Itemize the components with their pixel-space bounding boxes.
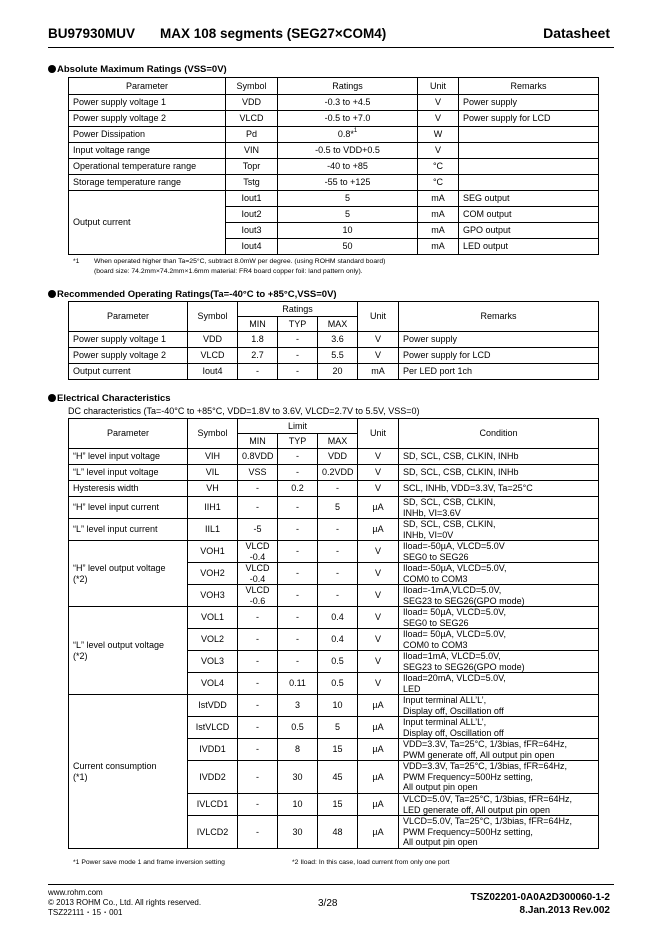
cell-min: -: [238, 816, 278, 849]
bullet-icon: [48, 394, 56, 402]
table-row: [69, 175, 599, 191]
cell-min: -: [238, 629, 278, 651]
cell-condition: VDD=3.3V, Ta=25°C, 1/3bias, fFR=64Hz, PWM Frequency=500Hz setting, All output pin open: [399, 761, 599, 794]
cell-condition: SD, SCL, CSB, CLKIN, INHb: [399, 465, 599, 481]
cell-rating: 5: [278, 191, 418, 207]
cell-symbol: VOH1: [188, 541, 238, 563]
cell-param: “L” level output voltage (*2): [69, 607, 188, 695]
cell-condition: SD, SCL, CSB, CLKIN, INHb, VI=3.6V: [399, 497, 599, 519]
header-rule: [48, 47, 614, 48]
amr-table: [68, 77, 599, 255]
cell-remarks: Per LED port 1ch: [399, 364, 599, 380]
ec-note2: *2 Iload: In this case, load current from only one port: [292, 859, 450, 866]
cell-unit: V: [358, 673, 399, 695]
cell-typ: -: [278, 651, 318, 673]
cell-symbol: IVLCD1: [188, 794, 238, 816]
cell-unit: W: [418, 127, 459, 143]
cell-unit: V: [358, 563, 399, 585]
bullet-icon: [48, 65, 56, 73]
cell-condition: Iload=-1mA,VLCD=5.0V, SEG23 to SEG26(GPO mode): [399, 585, 599, 607]
cell-condition: Iload=1mA, VLCD=5.0V, SEG23 to SEG26(GPO mode): [399, 651, 599, 673]
cell-symbol: Iout3: [226, 223, 278, 239]
table-row: [69, 191, 599, 207]
cell-unit: V: [358, 332, 399, 348]
cell-max: 15: [318, 739, 358, 761]
cell-remarks: GPO output: [459, 223, 599, 239]
table-row: [69, 127, 599, 143]
cell-remarks: [459, 175, 599, 191]
cell-max: VDD: [318, 449, 358, 465]
cell-remarks: Power supply for LCD: [399, 348, 599, 364]
cell-condition: Iload= 50µA, VLCD=5.0V, SEG0 to SEG26: [399, 607, 599, 629]
cell-max: 0.2VDD: [318, 465, 358, 481]
cell-condition: Iload= 50µA, VLCD=5.0V, COM0 to COM3: [399, 629, 599, 651]
cell-min: -5: [238, 519, 278, 541]
cell-unit: V: [418, 143, 459, 159]
footer-copyright: © 2013 ROHM Co., Ltd. All rights reserved.: [48, 898, 202, 907]
cell-min: -: [238, 651, 278, 673]
col-header: Symbol: [188, 302, 238, 332]
cell-max: -: [318, 519, 358, 541]
amr-note-line2: (board size: 74.2mm×74.2mm×1.6mm material: FR4 board copper foil: land pattern only).: [94, 268, 363, 275]
cell-symbol: Iout4: [226, 239, 278, 255]
table-header-row: [69, 419, 599, 434]
cell-symbol: IstVDD: [188, 695, 238, 717]
cell-symbol: VIL: [188, 465, 238, 481]
cell-typ: -: [278, 348, 318, 364]
cell-unit: V: [358, 541, 399, 563]
cell-unit: µA: [358, 761, 399, 794]
cell-typ: -: [278, 332, 318, 348]
cell-typ: -: [278, 607, 318, 629]
doc-number: TSZ02201-0A0A2D300060-1-2: [470, 892, 610, 903]
cell-min: -: [238, 497, 278, 519]
cell-unit: V: [358, 651, 399, 673]
col-header: Unit: [358, 302, 399, 332]
cell-rating: -55 to +125: [278, 175, 418, 191]
cell-max: 5: [318, 717, 358, 739]
ror-title: Recommended Operating Ratings(Ta=-40°C to +85°C,VSS=0V): [57, 289, 337, 300]
col-header: Limit: [238, 419, 358, 434]
cell-min: 2.7: [238, 348, 278, 364]
cell-rating: 50: [278, 239, 418, 255]
col-header: Ratings: [278, 78, 418, 95]
cell-typ: -: [278, 465, 318, 481]
cell-max: 0.4: [318, 607, 358, 629]
cell-symbol: VOH3: [188, 585, 238, 607]
table-row: [69, 695, 599, 717]
cell-param: Operational temperature range: [69, 159, 226, 175]
cell-symbol: Tstg: [226, 175, 278, 191]
cell-typ: 8: [278, 739, 318, 761]
cell-symbol: IIL1: [188, 519, 238, 541]
part-number: BU97930MUV: [48, 26, 136, 41]
cell-symbol: Pd: [226, 127, 278, 143]
amr-note-mark: *1: [73, 258, 80, 265]
col-header: TYP: [278, 317, 318, 332]
table-row: [69, 449, 599, 465]
table-row: [69, 111, 599, 127]
table-header-row: [69, 78, 599, 95]
col-header: Unit: [418, 78, 459, 95]
cell-min: VLCD -0.4: [238, 563, 278, 585]
amr-title: Absolute Maximum Ratings (VSS=0V): [57, 64, 227, 75]
table-row: [69, 95, 599, 111]
cell-symbol: VOH2: [188, 563, 238, 585]
cell-typ: -: [278, 541, 318, 563]
cell-typ: -: [278, 497, 318, 519]
cell-param: Output current: [69, 191, 226, 255]
cell-max: -: [318, 585, 358, 607]
footer-rule: [48, 884, 614, 885]
cell-symbol: VIH: [188, 449, 238, 465]
cell-condition: Iload=-50µA, VLCD=5.0V SEG0 to SEG26: [399, 541, 599, 563]
doc-type-label: Datasheet: [543, 25, 610, 41]
table-row: [69, 497, 599, 519]
table-row: [69, 364, 599, 380]
cell-symbol: VH: [188, 481, 238, 497]
cell-condition: Iload=-50µA, VLCD=5.0V, COM0 to COM3: [399, 563, 599, 585]
ec-note1: *1 Power save mode 1 and frame inversion setting: [73, 859, 225, 866]
cell-typ: 0.5: [278, 717, 318, 739]
col-header: MAX: [318, 434, 358, 449]
bullet-icon: [48, 290, 56, 298]
cell-typ: -: [278, 449, 318, 465]
cell-max: 3.6: [318, 332, 358, 348]
cell-unit: V: [358, 607, 399, 629]
cell-param: “L” level input current: [69, 519, 188, 541]
cell-symbol: Topr: [226, 159, 278, 175]
cell-typ: 30: [278, 816, 318, 849]
cell-max: 48: [318, 816, 358, 849]
cell-unit: V: [418, 111, 459, 127]
cell-rating: [278, 127, 418, 143]
cell-symbol: VDD: [188, 332, 238, 348]
table-row: [69, 519, 599, 541]
cell-max: 5: [318, 497, 358, 519]
cell-unit: °C: [418, 175, 459, 191]
footer-site-link[interactable]: www.rohm.com: [48, 888, 103, 897]
cell-param: “H” level output voltage (*2): [69, 541, 188, 607]
col-header: MAX: [318, 317, 358, 332]
cell-unit: V: [358, 449, 399, 465]
table-row: [69, 143, 599, 159]
cell-condition: SCL, INHb, VDD=3.3V, Ta=25°C: [399, 481, 599, 497]
col-header: Remarks: [399, 302, 599, 332]
cell-min: VLCD -0.6: [238, 585, 278, 607]
cell-remarks: Power supply for LCD: [459, 111, 599, 127]
cell-param: Power Dissipation: [69, 127, 226, 143]
col-header: Condition: [399, 419, 599, 449]
cell-remarks: [459, 127, 599, 143]
cell-min: -: [238, 739, 278, 761]
table-row: [69, 348, 599, 364]
page-number: 3/28: [318, 898, 338, 909]
col-header: Symbol: [226, 78, 278, 95]
ec-table: [68, 418, 599, 849]
cell-rating: 5: [278, 207, 418, 223]
cell-param: Power supply voltage 2: [69, 111, 226, 127]
cell-rating: -40 to +85: [278, 159, 418, 175]
cell-remarks: [459, 143, 599, 159]
cell-condition: SD, SCL, CSB, CLKIN, INHb: [399, 449, 599, 465]
footer-code: TSZ22111・15・001: [48, 908, 123, 917]
cell-max: -: [318, 541, 358, 563]
cell-typ: -: [278, 364, 318, 380]
cell-param: Storage temperature range: [69, 175, 226, 191]
cell-symbol: IstVLCD: [188, 717, 238, 739]
revision-date: 8.Jan.2013 Rev.002: [519, 905, 610, 916]
cell-max: 45: [318, 761, 358, 794]
table-row: [69, 159, 599, 175]
cell-remarks: Power supply: [459, 95, 599, 111]
cell-max: 15: [318, 794, 358, 816]
cell-symbol: Iout1: [226, 191, 278, 207]
cell-symbol: Iout4: [188, 364, 238, 380]
cell-min: -: [238, 695, 278, 717]
cell-condition: VDD=3.3V, Ta=25°C, 1/3bias, fFR=64Hz, PWM generate off, All output pin open: [399, 739, 599, 761]
cell-symbol: VLCD: [226, 111, 278, 127]
col-header: Ratings: [238, 302, 358, 317]
cell-unit: V: [358, 348, 399, 364]
cell-max: 5.5: [318, 348, 358, 364]
cell-typ: -: [278, 519, 318, 541]
cell-unit: V: [418, 95, 459, 111]
cell-max: 20: [318, 364, 358, 380]
ec-title: Electrical Characteristics: [57, 393, 171, 404]
cell-symbol: VLCD: [188, 348, 238, 364]
col-header: TYP: [278, 434, 318, 449]
cell-min: -: [238, 364, 278, 380]
cell-rating: -0.5 to VDD+0.5: [278, 143, 418, 159]
cell-symbol: VOL4: [188, 673, 238, 695]
cell-remarks: SEG output: [459, 191, 599, 207]
footer-right: [470, 891, 610, 917]
table-row: [69, 332, 599, 348]
cell-condition: Input terminal ALL’L’, Display off, Oscillation off: [399, 695, 599, 717]
cell-param: Power supply voltage 1: [69, 332, 188, 348]
cell-symbol: VOL1: [188, 607, 238, 629]
cell-min: -: [238, 761, 278, 794]
amr-heading: [48, 64, 227, 75]
cell-typ: 0.2: [278, 481, 318, 497]
ror-table: [68, 301, 599, 380]
cell-remarks: COM output: [459, 207, 599, 223]
cell-min: -: [238, 673, 278, 695]
cell-param: Output current: [69, 364, 188, 380]
cell-unit: µA: [358, 816, 399, 849]
cell-unit: µA: [358, 695, 399, 717]
cell-unit: V: [358, 465, 399, 481]
cell-unit: mA: [418, 207, 459, 223]
cell-symbol: IVDD1: [188, 739, 238, 761]
cell-typ: 30: [278, 761, 318, 794]
col-header: Parameter: [69, 302, 188, 332]
cell-symbol: Iout2: [226, 207, 278, 223]
table-row: [69, 607, 599, 629]
cell-min: -: [238, 717, 278, 739]
cell-unit: V: [358, 481, 399, 497]
document-title: MAX 108 segments (SEG27×COM4): [160, 26, 387, 41]
cell-typ: 0.11: [278, 673, 318, 695]
footnote-ref: 1: [353, 128, 358, 135]
rating-value: 0.8*: [337, 129, 354, 140]
cell-rating: -0.3 to +4.5: [278, 95, 418, 111]
cell-condition: Iload=20mA, VLCD=5.0V, LED: [399, 673, 599, 695]
cell-min: -: [238, 481, 278, 497]
cell-unit: µA: [358, 794, 399, 816]
cell-max: -: [318, 481, 358, 497]
cell-min: -: [238, 794, 278, 816]
cell-typ: -: [278, 563, 318, 585]
cell-max: 10: [318, 695, 358, 717]
amr-note-line1: When operated higher than Ta=25°C, subtract 8.0mW per degree. (using ROHM standard board): [94, 258, 386, 265]
cell-symbol: VOL2: [188, 629, 238, 651]
col-header: Unit: [358, 419, 399, 449]
cell-symbol: IVLCD2: [188, 816, 238, 849]
col-header: Parameter: [69, 419, 188, 449]
cell-typ: -: [278, 585, 318, 607]
col-header: Symbol: [188, 419, 238, 449]
cell-max: 0.5: [318, 651, 358, 673]
cell-max: 0.5: [318, 673, 358, 695]
cell-typ: 3: [278, 695, 318, 717]
cell-param: “H” level input voltage: [69, 449, 188, 465]
ec-subtitle: DC characteristics (Ta=-40°C to +85°C, VDD=1.8V to 3.6V, VLCD=2.7V to 5.5V, VSS=0): [68, 406, 420, 416]
cell-symbol: IIH1: [188, 497, 238, 519]
ec-heading: [48, 393, 171, 404]
cell-condition: SD, SCL, CSB, CLKIN, INHb, VI=0V: [399, 519, 599, 541]
cell-param: Input voltage range: [69, 143, 226, 159]
cell-min: 0.8VDD: [238, 449, 278, 465]
cell-symbol: IVDD2: [188, 761, 238, 794]
cell-unit: V: [358, 585, 399, 607]
cell-condition: VLCD=5.0V, Ta=25°C, 1/3bias, fFR=64Hz, LED generate off, All output pin open: [399, 794, 599, 816]
cell-unit: mA: [418, 223, 459, 239]
cell-unit: µA: [358, 739, 399, 761]
cell-condition: VLCD=5.0V, Ta=25°C, 1/3bias, fFR=64Hz, PWM Frequency=500Hz setting, All output pin open: [399, 816, 599, 849]
col-header: MIN: [238, 434, 278, 449]
cell-unit: mA: [418, 239, 459, 255]
cell-unit: µA: [358, 519, 399, 541]
footer-left: [48, 888, 201, 918]
cell-rating: 10: [278, 223, 418, 239]
cell-remarks: [459, 159, 599, 175]
cell-typ: -: [278, 629, 318, 651]
table-header-row: [69, 302, 599, 317]
cell-param: “H” level input current: [69, 497, 188, 519]
cell-symbol: VDD: [226, 95, 278, 111]
table-row: [69, 481, 599, 497]
cell-param: Power supply voltage 1: [69, 95, 226, 111]
cell-symbol: VIN: [226, 143, 278, 159]
cell-unit: mA: [418, 191, 459, 207]
cell-param: Power supply voltage 2: [69, 348, 188, 364]
cell-param: Hysteresis width: [69, 481, 188, 497]
cell-unit: °C: [418, 159, 459, 175]
col-header: MIN: [238, 317, 278, 332]
cell-min: VSS: [238, 465, 278, 481]
cell-min: -: [238, 607, 278, 629]
cell-unit: µA: [358, 497, 399, 519]
table-row: [69, 465, 599, 481]
cell-unit: mA: [358, 364, 399, 380]
cell-min: VLCD -0.4: [238, 541, 278, 563]
col-header: Remarks: [459, 78, 599, 95]
cell-rating: -0.5 to +7.0: [278, 111, 418, 127]
cell-unit: V: [358, 629, 399, 651]
cell-max: -: [318, 563, 358, 585]
cell-condition: Input terminal ALL’L’, Display off, Oscillation off: [399, 717, 599, 739]
cell-remarks: Power supply: [399, 332, 599, 348]
cell-min: 1.8: [238, 332, 278, 348]
cell-unit: µA: [358, 717, 399, 739]
cell-param: “L” level input voltage: [69, 465, 188, 481]
cell-symbol: VOL3: [188, 651, 238, 673]
col-header: Parameter: [69, 78, 226, 95]
cell-typ: 10: [278, 794, 318, 816]
cell-param: Current consumption (*1): [69, 695, 188, 849]
ror-heading: [48, 289, 337, 300]
table-row: [69, 541, 599, 563]
cell-max: 0.4: [318, 629, 358, 651]
cell-remarks: LED output: [459, 239, 599, 255]
